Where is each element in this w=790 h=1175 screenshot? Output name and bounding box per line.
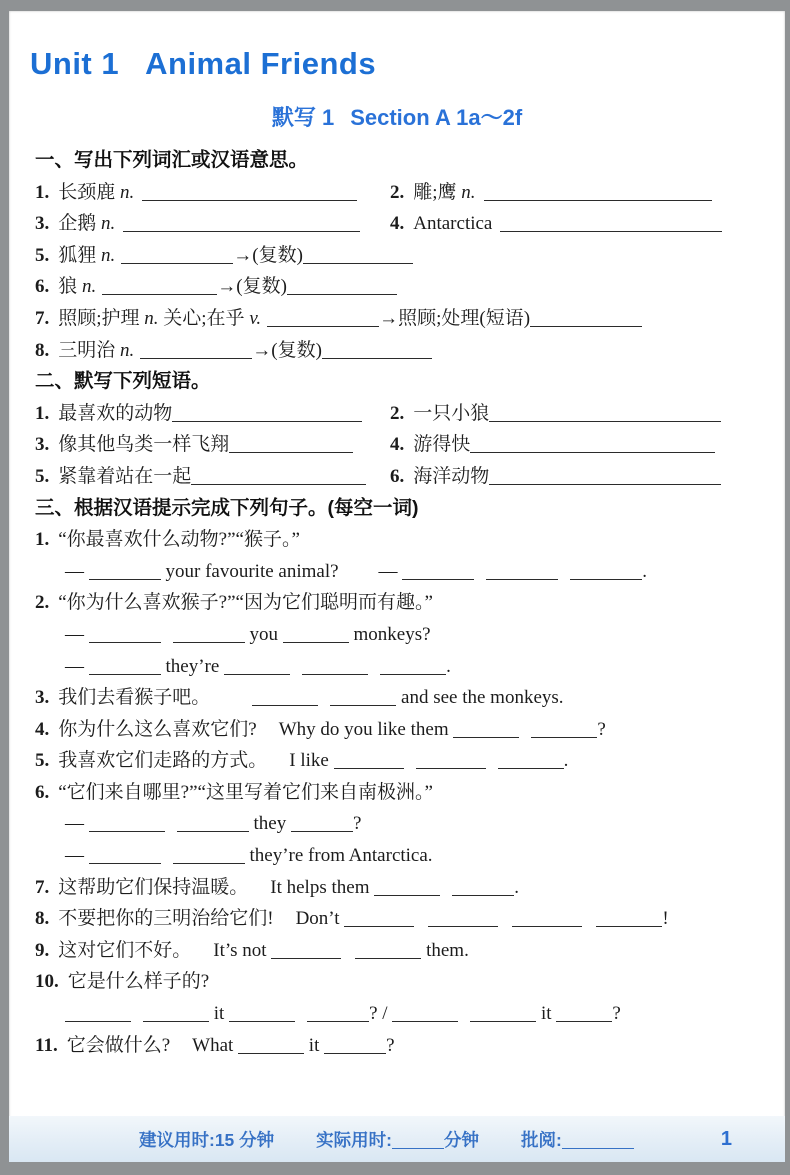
exercise-text: and see the monkeys. <box>396 687 564 709</box>
exercise-text: “它们来自哪里?”“这里写着它们来自南极洲。” <box>58 781 433 803</box>
answer-blank <box>143 1018 209 1022</box>
answer-blank <box>102 291 217 295</box>
exercise-cell <box>65 998 621 1030</box>
part-of-speech: n. <box>101 244 116 266</box>
subtitle-en: Section A 1a～2f <box>350 105 523 130</box>
item-number: 4. <box>35 718 50 740</box>
exercise-cell <box>65 840 433 872</box>
exercise-cell <box>35 208 390 240</box>
answer-blank <box>322 355 432 359</box>
item-number: 7. <box>35 307 50 329</box>
spacer <box>257 734 279 735</box>
answer-blank <box>252 702 318 706</box>
part-of-speech: n. <box>101 213 116 235</box>
exercise-text: 不要把你的三明治给它们! <box>58 908 274 930</box>
item-number: 6. <box>35 276 50 298</box>
part-of-speech: n. <box>144 307 159 329</box>
exercise-text: . <box>563 750 569 772</box>
answer-blank <box>556 1018 612 1022</box>
exercise-text: 它会做什么? <box>66 1034 171 1056</box>
exercise-text: them. <box>421 939 469 961</box>
answer-blank <box>191 481 366 485</box>
answer-blank <box>392 1018 458 1022</box>
spacer <box>474 576 486 577</box>
spacer <box>274 923 296 924</box>
item-number: 7. <box>35 876 50 898</box>
exercise-cell <box>390 177 712 209</box>
actual-time-blank <box>392 1145 444 1149</box>
review-label: 批阅: <box>520 1129 562 1150</box>
answer-blank <box>238 1050 304 1054</box>
exercise-cell <box>35 335 432 367</box>
exercise-text: It’s not <box>213 939 272 961</box>
answer-blank <box>486 576 558 580</box>
item-number: 6. <box>390 465 405 487</box>
item-number: 1. <box>35 181 50 203</box>
exercise-row <box>35 335 785 367</box>
exercise-row <box>35 998 785 1030</box>
answer-blank <box>89 576 161 580</box>
exercise-text: 海洋动物 <box>413 465 490 487</box>
answer-blank <box>530 323 642 327</box>
answer-blank <box>452 892 514 896</box>
part-of-speech: v. <box>249 307 262 329</box>
spacer <box>161 639 173 640</box>
section-header: 一、写出下列词汇或汉语意思。 <box>35 149 309 171</box>
item-number: 1. <box>35 529 50 551</box>
spacer <box>191 955 213 956</box>
answer-blank <box>140 355 252 359</box>
exercise-cell <box>35 524 300 556</box>
exercise-row <box>35 808 785 840</box>
answer-blank <box>484 197 712 201</box>
item-number: 1. <box>35 402 50 424</box>
spacer <box>290 671 302 672</box>
exercise-row <box>35 240 785 272</box>
item-number: 5. <box>35 750 50 772</box>
exercise-row <box>35 903 785 935</box>
answer-blank <box>355 955 421 959</box>
exercise-cell <box>35 966 209 998</box>
exercise-text: . <box>446 655 451 677</box>
answer-blank <box>173 639 245 643</box>
answer-blank <box>470 1018 536 1022</box>
spacer <box>498 923 512 924</box>
exercise-row <box>35 1030 785 1062</box>
answer-blank <box>89 671 161 675</box>
part-of-speech: n. <box>82 276 97 298</box>
exercise-row <box>35 651 785 683</box>
exercise-cell <box>390 398 721 430</box>
exercise-cell <box>390 208 722 240</box>
answer-blank <box>307 1018 369 1022</box>
exercise-text: 游得快 <box>413 434 471 456</box>
exercise-text: What <box>192 1034 239 1056</box>
spacer <box>519 734 531 735</box>
exercise-cell <box>35 398 390 430</box>
suggested-time-label: 建议用时:15 分钟 <box>139 1129 275 1150</box>
exercise-text: →(复数) <box>233 244 303 266</box>
part-of-speech: n. <box>461 181 476 203</box>
answer-blank <box>229 449 353 453</box>
answer-blank <box>291 828 353 832</box>
exercise-cell <box>35 1030 395 1062</box>
answer-blank <box>302 671 368 675</box>
item-number: 2. <box>35 592 50 614</box>
answer-blank <box>531 734 597 738</box>
spacer <box>492 228 500 229</box>
exercise-text: 这帮助它们保持温暖。 <box>58 876 249 898</box>
spacer <box>476 197 484 198</box>
item-number: 4. <box>390 213 405 235</box>
exercise-text: it <box>536 1003 557 1025</box>
exercise-text: 这对它们不好。 <box>58 939 192 961</box>
spacer <box>582 923 596 924</box>
answer-blank <box>489 481 721 485</box>
exercise-text: 狐狸 <box>58 244 102 266</box>
exercise-row <box>35 619 785 651</box>
section-header: 三、根据汉语提示完成下列句子。(每空一词) <box>35 496 419 519</box>
unit-title <box>30 46 785 82</box>
answer-blank <box>500 228 722 232</box>
exercise-text: 照顾;护理 <box>58 307 145 329</box>
item-number: 5. <box>35 465 50 487</box>
answer-blank <box>416 765 486 769</box>
answer-blank <box>123 228 360 232</box>
exercise-cell <box>35 461 390 493</box>
exercise-row <box>35 587 785 619</box>
exercise-cell <box>35 935 469 967</box>
exercise-row <box>35 461 785 493</box>
exercise-text: Why do you like them <box>278 718 454 740</box>
spacer <box>295 1018 307 1019</box>
exercise-cell <box>35 777 433 809</box>
spacer <box>339 576 379 577</box>
exercise-text: 你为什么这么喜欢它们? <box>58 718 257 740</box>
exercise-text: 三明治 <box>58 339 121 361</box>
exercise-text: — <box>65 623 89 645</box>
answer-blank <box>224 671 290 675</box>
content <box>35 145 785 1061</box>
exercise-text: your favourite animal? <box>160 560 339 582</box>
exercise-row <box>35 966 785 998</box>
exercise-text: ! <box>662 908 669 930</box>
exercise-text: ? / <box>369 1003 393 1025</box>
exercise-cell <box>35 714 606 746</box>
answer-blank <box>498 765 564 769</box>
exercise-row <box>35 777 785 809</box>
answer-blank <box>324 1050 386 1054</box>
exercise-row <box>35 177 785 209</box>
exercise-text: 关心;在乎 <box>158 307 250 329</box>
exercise-text: . <box>642 560 648 582</box>
unit-name: Animal Friends <box>145 46 377 81</box>
review-field <box>521 1127 634 1152</box>
exercise-text: you <box>244 623 283 645</box>
answer-blank <box>596 923 662 927</box>
exercise-text: 我喜欢它们走路的方式。 <box>58 750 268 772</box>
exercise-text: 雕;鹰 <box>413 181 462 203</box>
workbook-page <box>9 11 785 1162</box>
answer-blank <box>229 1018 295 1022</box>
exercise-row <box>35 840 785 872</box>
exercise-text: ? <box>612 1003 621 1025</box>
exercise-cell <box>35 872 519 904</box>
section-header: 二、默写下列短语。 <box>35 370 211 393</box>
exercise-text: “你为什么喜欢猴子?”“因为它们聪明而有趣。” <box>58 592 433 614</box>
item-number: 2. <box>390 402 405 424</box>
exercise-row <box>35 872 785 904</box>
spacer <box>165 828 177 829</box>
exercise-row <box>35 208 785 240</box>
exercise-row <box>35 682 785 714</box>
answer-blank <box>489 418 721 422</box>
exercise-text: 像其他鸟类一样飞翔 <box>58 434 230 456</box>
answer-blank <box>89 639 161 643</box>
exercise-text: Antarctica <box>413 213 493 235</box>
item-number: 8. <box>35 908 50 930</box>
spacer <box>440 892 452 893</box>
exercise-cell <box>65 651 451 683</box>
actual-time-unit: 分钟 <box>443 1129 479 1150</box>
exercise-text: 狼 <box>58 276 83 298</box>
exercise-cell <box>35 682 564 714</box>
answer-blank <box>303 260 413 264</box>
answer-blank <box>570 576 642 580</box>
item-number: 3. <box>35 434 50 456</box>
exercise-text: it <box>304 1034 325 1056</box>
spacer <box>210 702 252 703</box>
exercise-text: 企鹅 <box>58 213 102 235</box>
answer-blank <box>142 197 357 201</box>
part-of-speech: n. <box>120 181 135 203</box>
answer-blank <box>330 702 396 706</box>
spacer <box>404 765 416 766</box>
footer-band <box>9 1116 785 1162</box>
answer-blank <box>172 418 362 422</box>
exercise-text: It helps them <box>270 876 375 898</box>
answer-blank <box>453 734 519 738</box>
exercise-text: — <box>65 560 89 582</box>
exercise-cell <box>65 556 647 588</box>
answer-blank <box>267 323 379 327</box>
answer-blank <box>380 671 446 675</box>
item-number: 4. <box>390 434 405 456</box>
spacer <box>267 765 289 766</box>
exercise-text: 我们去看猴子吧。 <box>58 687 211 709</box>
exercise-cell <box>35 745 568 777</box>
exercise-cell <box>390 429 715 461</box>
exercise-row <box>35 714 785 746</box>
exercise-row <box>35 745 785 777</box>
answer-blank <box>402 576 474 580</box>
exercise-text: — <box>65 813 89 835</box>
answer-blank <box>271 955 341 959</box>
spacer <box>414 923 428 924</box>
exercise-cell <box>35 587 433 619</box>
exercise-row <box>35 935 785 967</box>
answer-blank <box>177 828 249 832</box>
exercise-text: they’re <box>160 655 225 677</box>
item-number: 3. <box>35 213 50 235</box>
spacer <box>368 671 380 672</box>
spacer <box>170 1050 192 1051</box>
answer-blank <box>470 449 715 453</box>
exercise-cell <box>35 177 390 209</box>
answer-blank <box>89 828 165 832</box>
item-number: 10. <box>35 971 59 993</box>
item-number: 9. <box>35 939 50 961</box>
exercise-text: “你最喜欢什么动物?”“猴子。” <box>58 529 300 551</box>
exercise-text: 紧靠着站在一起 <box>58 465 192 487</box>
exercise-row <box>35 429 785 461</box>
exercise-row <box>35 303 785 335</box>
exercise-text: ? <box>352 813 362 835</box>
exercise-text: they’re from Antarctica. <box>244 845 433 867</box>
spacer <box>558 576 570 577</box>
exercise-cell <box>390 461 721 493</box>
exercise-row <box>35 524 785 556</box>
actual-time-label: 实际用时: <box>316 1129 392 1150</box>
exercise-text: monkeys? <box>348 623 431 645</box>
exercise-text: they <box>248 813 291 835</box>
item-number: 2. <box>390 181 405 203</box>
exercise-cell <box>35 240 413 272</box>
exercise-row <box>35 398 785 430</box>
page-number: 1 <box>720 1127 732 1150</box>
answer-blank <box>344 923 414 927</box>
item-number: 3. <box>35 687 50 709</box>
spacer <box>248 892 270 893</box>
subtitle-cn: 默写 1 <box>271 105 335 130</box>
part-of-speech: n. <box>120 339 135 361</box>
exercise-text: 长颈鹿 <box>58 181 121 203</box>
exercise-text: 一只小狼 <box>413 402 490 424</box>
review-blank <box>562 1145 634 1149</box>
exercise-text: — <box>65 845 89 867</box>
answer-blank <box>121 260 233 264</box>
exercise-text: ? <box>597 718 606 740</box>
lesson-subtitle <box>9 101 785 132</box>
exercise-row <box>35 556 785 588</box>
actual-time-field <box>316 1127 479 1152</box>
item-number: 5. <box>35 244 50 266</box>
answer-blank <box>173 860 245 864</box>
exercise-text: →(复数) <box>252 339 322 361</box>
spacer <box>318 702 330 703</box>
exercise-text: . <box>514 876 519 898</box>
exercise-text: 最喜欢的动物 <box>58 402 173 424</box>
spacer <box>131 1018 143 1019</box>
exercise-cell <box>35 903 669 935</box>
exercise-row <box>35 271 785 303</box>
exercise-cell <box>65 808 361 840</box>
spacer <box>486 765 498 766</box>
answer-blank <box>65 1018 131 1022</box>
answer-blank <box>287 291 397 295</box>
exercise-text: Don’t <box>295 908 345 930</box>
spacer <box>458 1018 470 1019</box>
answer-blank <box>374 892 440 896</box>
exercise-text: — <box>378 560 403 582</box>
answer-blank <box>512 923 582 927</box>
spacer <box>134 197 142 198</box>
answer-blank <box>89 860 161 864</box>
spacer <box>115 228 123 229</box>
spacer <box>161 860 173 861</box>
exercise-cell <box>35 303 642 335</box>
exercise-text: I like <box>289 750 334 772</box>
exercise-text: — <box>65 655 89 677</box>
exercise-text: ? <box>386 1034 395 1056</box>
exercise-cell <box>65 619 431 651</box>
exercise-text: →(复数) <box>217 276 287 298</box>
item-number: 8. <box>35 339 50 361</box>
spacer <box>341 955 355 956</box>
answer-blank <box>283 639 349 643</box>
exercise-cell <box>35 429 390 461</box>
exercise-text: it <box>209 1003 230 1025</box>
unit-number: Unit 1 <box>30 46 120 81</box>
item-number: 11. <box>35 1034 58 1056</box>
answer-blank <box>334 765 404 769</box>
exercise-text: 它是什么样子的? <box>67 971 210 993</box>
item-number: 6. <box>35 781 50 803</box>
exercise-cell <box>35 271 397 303</box>
answer-blank <box>428 923 498 927</box>
exercise-text: →照顾;处理(短语) <box>379 307 531 329</box>
